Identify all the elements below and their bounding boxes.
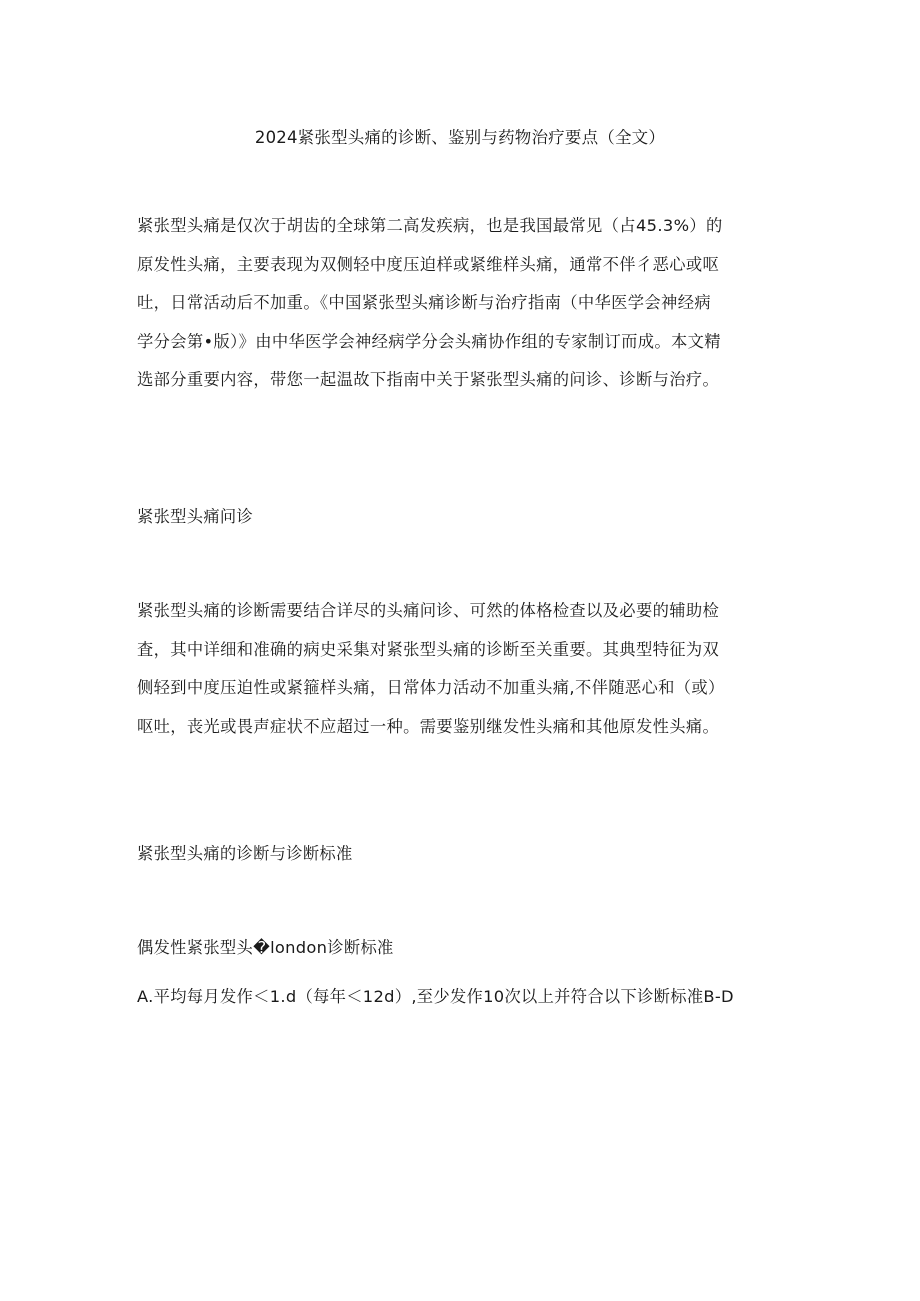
intro-line: 吐，日常活动后不加重。《中国紧张型头痛诊断与治疗指南（中华医学会神经病 — [137, 293, 711, 312]
consultation-line: 紧张型头痛的诊断需要结合详尽的头痛问诊、可然的体格检查以及必要的辅助检 — [137, 601, 720, 620]
document-title: 2024紧张型头痛的诊断、鉴别与药物治疗要点（全文） — [254, 128, 666, 147]
intro-line: 学分会第•版）》由中华医学会神经病学分会头痛协作组的专家制订而成。本文精 — [137, 331, 721, 351]
subsection-heading-episodic: 偶发性紧张型头�london诊断标准 — [137, 938, 394, 957]
section-heading-consultation: 紧张型头痛问诊 — [137, 507, 254, 526]
criterion-a: A.平均每月发作＜1.d（每年＜12d）,至少发作10次以上并符合以下诊断标准B-D — [137, 987, 734, 1006]
consultation-line: 侧轻到中度压迫性或紧箍样头痛，日常体力活动不加重头痛,不伴随恶心和（或） — [137, 678, 725, 697]
intro-line: 选部分重要内容，带您一起温故下指南中关于紧张型头痛的问诊、诊断与治疗。 — [137, 370, 720, 389]
consultation-line: 呕吐，丧光或畏声症状不应超过一种。需要鉴别继发性头痛和其他原发性头痛。 — [137, 716, 720, 736]
consultation-paragraph — [137, 592, 787, 746]
section-heading-diagnosis: 紧张型头痛的诊断与诊断标准 — [137, 844, 353, 863]
consultation-line: 査，其中详细和准确的病史采集对紧张型头痛的诊断至关重要。其典型特征为双 — [137, 639, 720, 659]
intro-paragraph — [137, 207, 787, 400]
intro-line: 原发性头痛，主要表现为双侧轻中度压迫样或紧维样头痛，通常不伴彳恶心或呕 — [137, 254, 720, 274]
intro-line: 紧张型头痛是仅次于胡齿的全球第二高发疾病，也是我国最常见（占45.3%）的 — [137, 216, 723, 235]
